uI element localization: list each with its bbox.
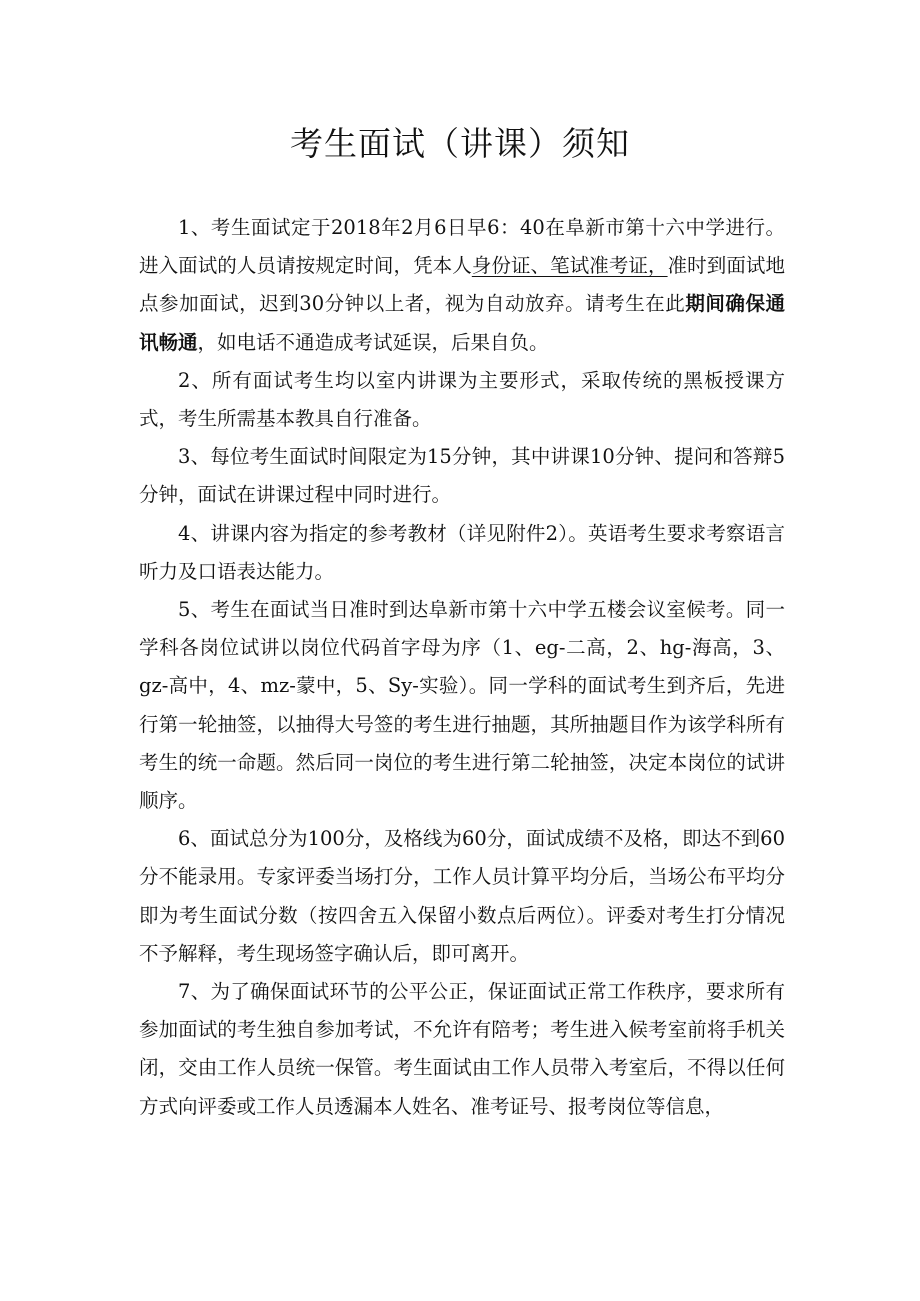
paragraph-1	[139, 209, 785, 362]
paragraph-7: 7、为了确保面试环节的公平公正，保证面试正常工作秩序，要求所有参加面试的考生独自参加考试，不允许有陪考；考生进入候考室前将手机关闭，交由工作人员统一保管。考生面试由工作人员带入考室后，不得以任何方式向评委或工作人员透漏本人姓名、准考证号、报考岗位等信息，	[139, 980, 785, 1118]
paragraph-3: 3、每位考生面试时间限定为15分钟，其中讲课10分钟、提问和答辩5分钟，面试在讲课过程中同时进行。	[139, 445, 785, 507]
paragraph-4: 4、讲课内容为指定的参考教材（详见附件2）。英语考生要求考察语言听力及口语表达能力。	[139, 521, 785, 583]
paragraph-5: 5、考生在面试当日准时到达阜新市第十六中学五楼会议室候考。同一学科各岗位试讲以岗位代码首字母为序（1、eg-二高，2、hg-海高，3、gz-高中，4、mz-蒙中，5、Sy-实验）。同一学科的面试考生到齐后，先进行第一轮抽签，以抽得大号签的考生进行抽题，其所抽题目作为该学科所有考生的统一命题。然后同一岗位的考生进行第二轮抽签，决定本岗位的试讲顺序。	[139, 598, 785, 813]
document-body	[139, 209, 785, 1126]
paragraph-2: 2、所有面试考生均以室内讲课为主要形式，采取传统的黑板授课方式，考生所需基本教具自行准备。	[139, 368, 785, 431]
paragraph-1-middle: 准时到面试地点参加面试，迟到30分钟以上者，视为自动放弃。请考生在此	[139, 254, 785, 316]
paragraph-1-text: 1、考生面试定于2018年2月6日早6：40在阜新市第十六中学进行。进入面试的人员请按规定时间，凭本人	[139, 216, 785, 278]
paragraph-6: 6、面试总分为100分，及格线为60分，面试成绩不及格，即达不到60分不能录用。专家评委当场打分，工作人员计算平均分后，当场公布平均分即为考生面试分数（按四舍五入保留小数点后两位）。评委对考生打分情况不予解释，考生现场签字确认后，即可离开。	[139, 827, 785, 965]
required-documents: 身份证、笔试准考证，	[471, 254, 668, 278]
paragraph-1-end: ，如电话不通造成考试延误，后果自负。	[197, 330, 549, 354]
contact-notice: 期间确保通讯畅通	[139, 292, 785, 354]
document-title: 考生面试（讲课）须知	[290, 124, 630, 163]
